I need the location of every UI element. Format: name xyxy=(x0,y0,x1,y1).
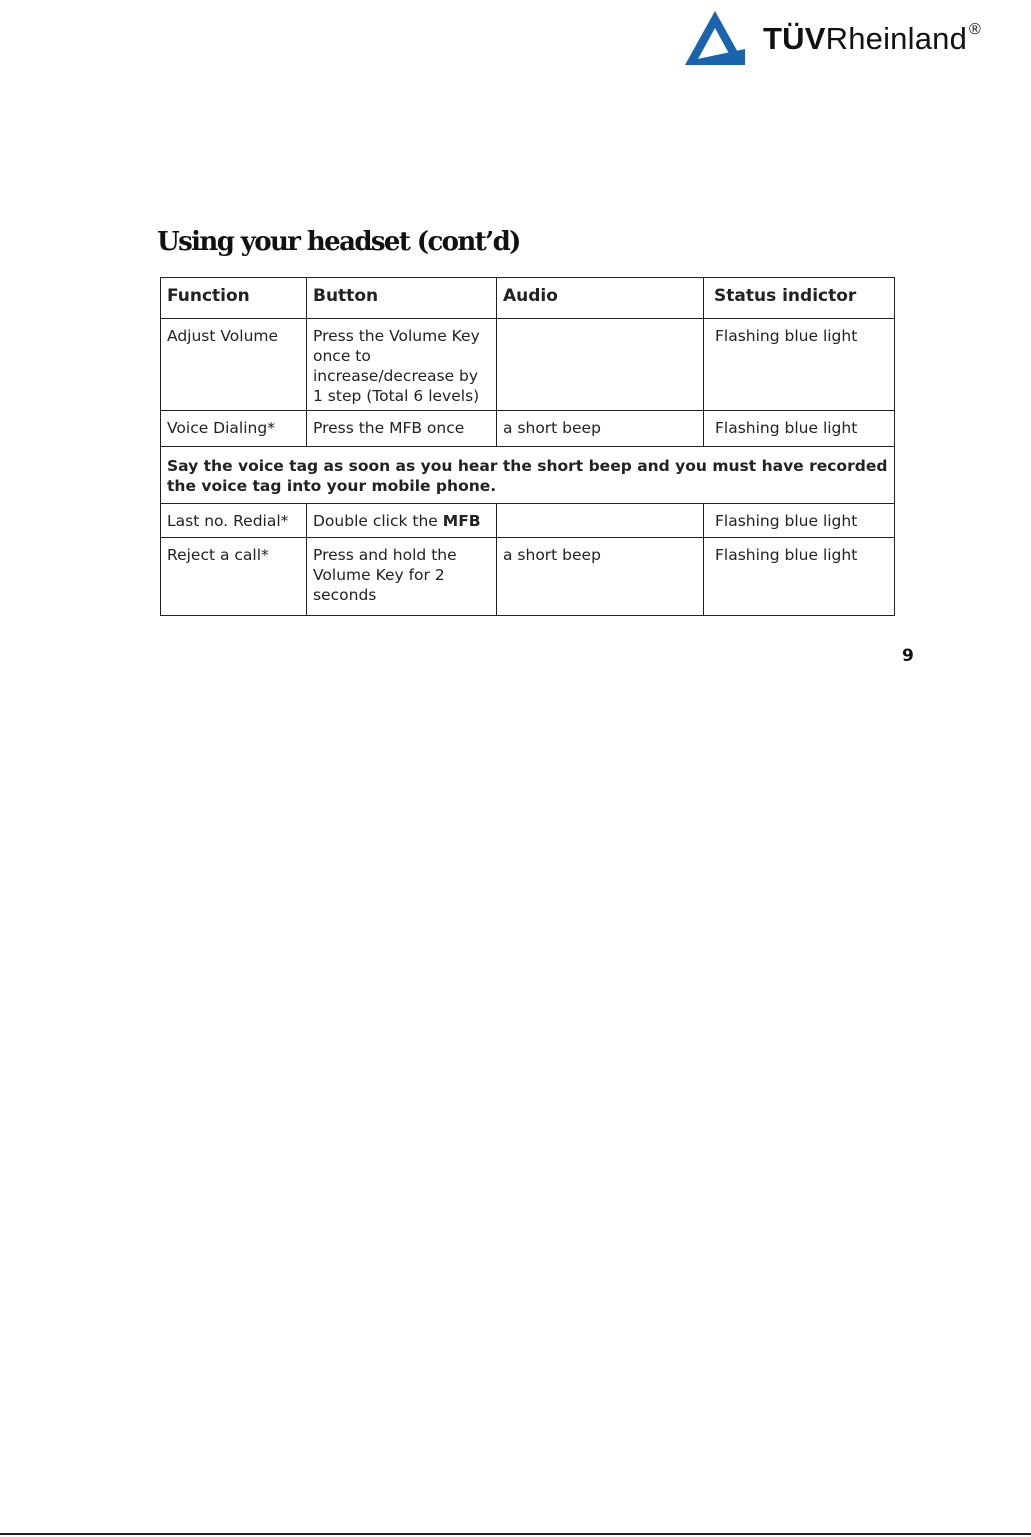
cell-status: Flashing blue light xyxy=(704,411,895,447)
headset-functions-table xyxy=(160,277,895,616)
table-row xyxy=(161,538,895,616)
cell-audio xyxy=(497,319,704,411)
cell-function: Reject a call* xyxy=(161,538,307,616)
header-button: Button xyxy=(307,278,497,319)
cell-audio: a short beep xyxy=(497,538,704,616)
cell-button-text: Double click the xyxy=(313,512,443,530)
table-row xyxy=(161,504,895,538)
cell-audio xyxy=(497,504,704,538)
table-header-row xyxy=(161,278,895,319)
logo-wordmark xyxy=(763,21,981,57)
logo-name-bold: TÜV xyxy=(763,21,826,56)
cell-function: Adjust Volume xyxy=(161,319,307,411)
tuv-rheinland-logo xyxy=(683,8,1013,68)
table-row xyxy=(161,411,895,447)
logo-name-regular: Rheinland xyxy=(825,21,968,56)
cell-button: Press the Volume Key once to increase/decrease by 1 step (Total 6 levels) xyxy=(307,319,497,411)
cell-status: Flashing blue light xyxy=(704,538,895,616)
page-number: 9 xyxy=(902,646,914,666)
cell-function: Voice Dialing* xyxy=(161,411,307,447)
header-audio: Audio xyxy=(497,278,704,319)
cell-status: Flashing blue light xyxy=(704,504,895,538)
cell-button: Press the MFB once xyxy=(307,411,497,447)
header-status: Status indictor xyxy=(704,278,895,319)
voice-tag-note: Say the voice tag as soon as you hear the short beep and you must have recorded the voice tag into your mobile phone. xyxy=(161,447,895,504)
section-title: Using your headset (cont’d) xyxy=(157,227,520,257)
cell-function: Last no. Redial* xyxy=(161,504,307,538)
cell-audio: a short beep xyxy=(497,411,704,447)
cell-button xyxy=(307,504,497,538)
cell-button: Press and hold the Volume Key for 2 seconds xyxy=(307,538,497,616)
triangle-logo-icon xyxy=(683,9,747,67)
registered-mark: ® xyxy=(969,20,982,38)
mfb-label: MFB xyxy=(442,512,481,530)
bottom-divider xyxy=(0,1533,1031,1535)
table-note-row xyxy=(161,447,895,504)
table-row xyxy=(161,319,895,411)
header-function: Function xyxy=(161,278,307,319)
cell-status: Flashing blue light xyxy=(704,319,895,411)
